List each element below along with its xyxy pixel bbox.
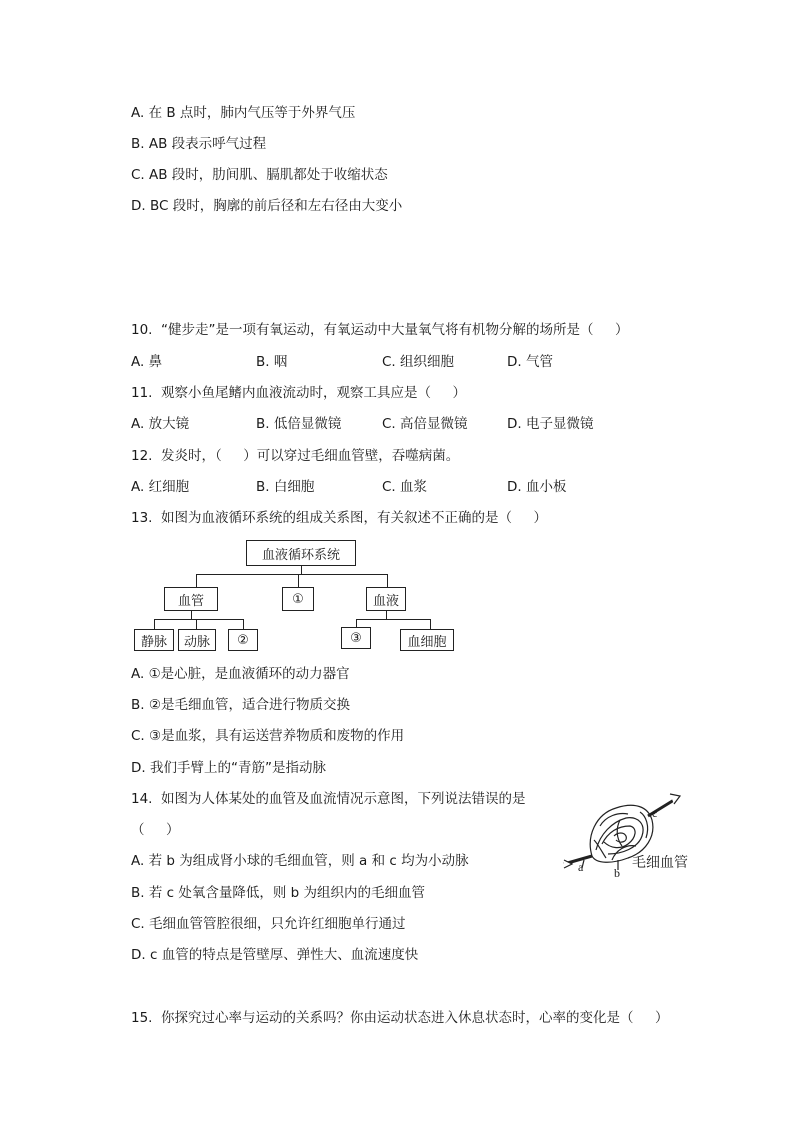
figure-label-b: b [614, 866, 620, 880]
q10-option-d: D. 气管 [507, 354, 553, 370]
connector [301, 566, 302, 574]
figure-label-c: c [652, 806, 658, 820]
q10-stem: 10. “健步走”是一项有氧运动，有氧运动中大量氧气将有机物分解的场所是（ ） [131, 322, 629, 338]
diagram-artery-box: 动脉 [178, 629, 216, 651]
diagram-one-box: ① [282, 587, 314, 611]
q13-option-d: D. 我们手臂上的“青筋”是指动脉 [131, 760, 326, 776]
q11-option-d: D. 电子显微镜 [507, 416, 594, 432]
q11-option-b: B. 低倍显微镜 [256, 416, 342, 432]
diagram-three-box: ③ [341, 627, 371, 649]
connector [387, 574, 388, 587]
diagram-vein-box: 静脉 [134, 629, 174, 651]
q13-option-a: A. ①是心脏，是血液循环的动力器官 [131, 666, 350, 682]
q15-stem: 15. 你探究过心率与运动的关系吗？你由运动状态进入休息状态时，心率的变化是（ ） [131, 1010, 669, 1026]
diagram-vessel-box: 血管 [164, 587, 218, 611]
diagram-root-box: 血液循环系统 [246, 540, 356, 566]
prev-option-a: A. 在 B 点时，肺内气压等于外界气压 [131, 105, 356, 121]
figure-caption: 毛细血管 [632, 855, 688, 871]
q12-stem: 12. 发炎时，（ ）可以穿过毛细血管壁，吞噬病菌。 [131, 448, 460, 464]
q14-paren: （ ） [131, 822, 180, 838]
diagram-blood-box: 血液 [366, 587, 406, 611]
q10-option-a: A. 鼻 [131, 354, 163, 370]
q12-option-b: B. 白细胞 [256, 479, 315, 495]
q12-option-c: C. 血浆 [382, 479, 428, 495]
q10-option-c: C. 组织细胞 [382, 354, 455, 370]
q14-stem: 14. 如图为人体某处的血管及血流情况示意图，下列说法错误的是 [131, 791, 526, 807]
connector [196, 574, 387, 575]
prev-option-c: C. AB 段时，肋间肌、膈肌都处于收缩状态 [131, 167, 388, 183]
q13-option-c: C. ③是血浆，具有运送营养物质和废物的作用 [131, 728, 405, 744]
connector [196, 619, 197, 629]
prev-option-b: B. AB 段表示呼气过程 [131, 136, 267, 152]
diagram-two-box: ② [228, 629, 258, 651]
connector [154, 619, 243, 620]
q11-option-a: A. 放大镜 [131, 416, 190, 432]
q12-option-d: D. 血小板 [507, 479, 567, 495]
connector [298, 574, 299, 587]
prev-option-d: D. BC 段时，胸廓的前后径和左右径由大变小 [131, 198, 403, 214]
connector [430, 619, 431, 629]
connector [356, 619, 430, 620]
q14-option-a: A. 若 b 为组成肾小球的毛细血管，则 a 和 c 均为小动脉 [131, 853, 469, 869]
q14-option-b: B. 若 c 处氧含量降低，则 b 为组织内的毛细血管 [131, 885, 426, 901]
capillary-figure [556, 786, 706, 881]
q11-option-c: C. 高倍显微镜 [382, 416, 468, 432]
q14-option-c: C. 毛细血管管腔很细，只允许红细胞单行通过 [131, 916, 406, 932]
figure-label-a: a [578, 860, 584, 874]
connector [196, 574, 197, 587]
connector [386, 611, 387, 619]
q10-option-b: B. 咽 [256, 354, 288, 370]
connector [154, 619, 155, 629]
diagram-cells-box: 血细胞 [400, 629, 454, 651]
q11-stem: 11. 观察小鱼尾鳍内血液流动时，观察工具应是（ ） [131, 385, 467, 401]
connector [191, 611, 192, 619]
q12-option-a: A. 红细胞 [131, 479, 190, 495]
connector [356, 619, 357, 627]
q13-option-b: B. ②是毛细血管，适合进行物质交换 [131, 697, 350, 713]
connector [243, 619, 244, 629]
q14-option-d: D. c 血管的特点是管壁厚、弹性大、血流速度快 [131, 947, 419, 963]
q13-stem: 13. 如图为血液循环系统的组成关系图，有关叙述不正确的是（ ） [131, 510, 548, 526]
